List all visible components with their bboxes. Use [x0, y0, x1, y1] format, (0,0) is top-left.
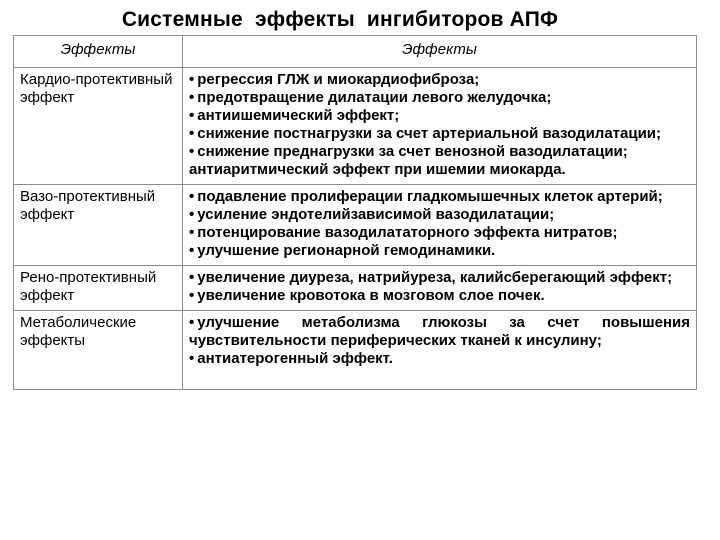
- list-item: • увеличение диуреза, натрийуреза, калийсберегающий эффект;: [189, 269, 690, 287]
- table-header-row: [14, 36, 697, 68]
- list-item: • улучшение регионарной гемодинамики.: [189, 242, 690, 260]
- table-row: [14, 311, 697, 390]
- list-item: • усиление эндотелийзависимой вазодилатации;: [189, 206, 690, 224]
- list-item: • потенцирование вазодилататорного эффекта нитратов;: [189, 224, 690, 242]
- vaso-items-cell: [183, 185, 697, 266]
- header-effects-group: Эффекты: [14, 36, 183, 68]
- table-row: [14, 185, 697, 266]
- list-item: • регрессия ГЛЖ и миокардиофиброза;: [189, 71, 690, 89]
- list-item: • антиатерогенный эффект.: [189, 350, 690, 368]
- metabolic-items-cell: [183, 311, 697, 390]
- reno-group-cell: Рено-протективный эффект: [14, 266, 183, 311]
- slide-title: Системные эффекты ингибиторов АПФ: [121, 8, 559, 31]
- list-item: антиаритмический эффект при ишемии миокарда.: [189, 161, 566, 178]
- metabolic-group-cell: Метаболические эффекты: [14, 311, 183, 390]
- list-item: • улучшение метаболизма глюкозы за счет повышения чувствительности периферических тканей к инсулину;: [189, 314, 690, 350]
- list-item: • увеличение кровотока в мозговом слое почек.: [189, 287, 690, 305]
- table-row: [14, 68, 697, 185]
- cardio-item-list: [189, 71, 690, 179]
- table-row: [14, 266, 697, 311]
- cardio-items-cell: [183, 68, 697, 185]
- reno-item-list: [189, 269, 690, 305]
- cardio-group-cell: Кардио-протективный эффект: [14, 68, 183, 185]
- vaso-item-list: [189, 188, 690, 260]
- list-item: • подавление пролиферации гладкомышечных клеток артерий;: [189, 188, 690, 206]
- reno-items-cell: [183, 266, 697, 311]
- effects-table: [13, 35, 697, 390]
- list-item: • антиишемический эффект;: [189, 107, 690, 125]
- list-item: • предотвращение дилатации левого желудочка;: [189, 89, 690, 107]
- header-effects-list: Эффекты: [183, 36, 697, 68]
- vaso-group-cell: Вазо-протективный эффект: [14, 185, 183, 266]
- list-item: • снижение преднагрузки за счет венозной вазодилатации;: [189, 143, 690, 161]
- list-item: • снижение постнагрузки за счет артериальной вазодилатации;: [189, 125, 690, 143]
- metabolic-item-list: [189, 314, 690, 368]
